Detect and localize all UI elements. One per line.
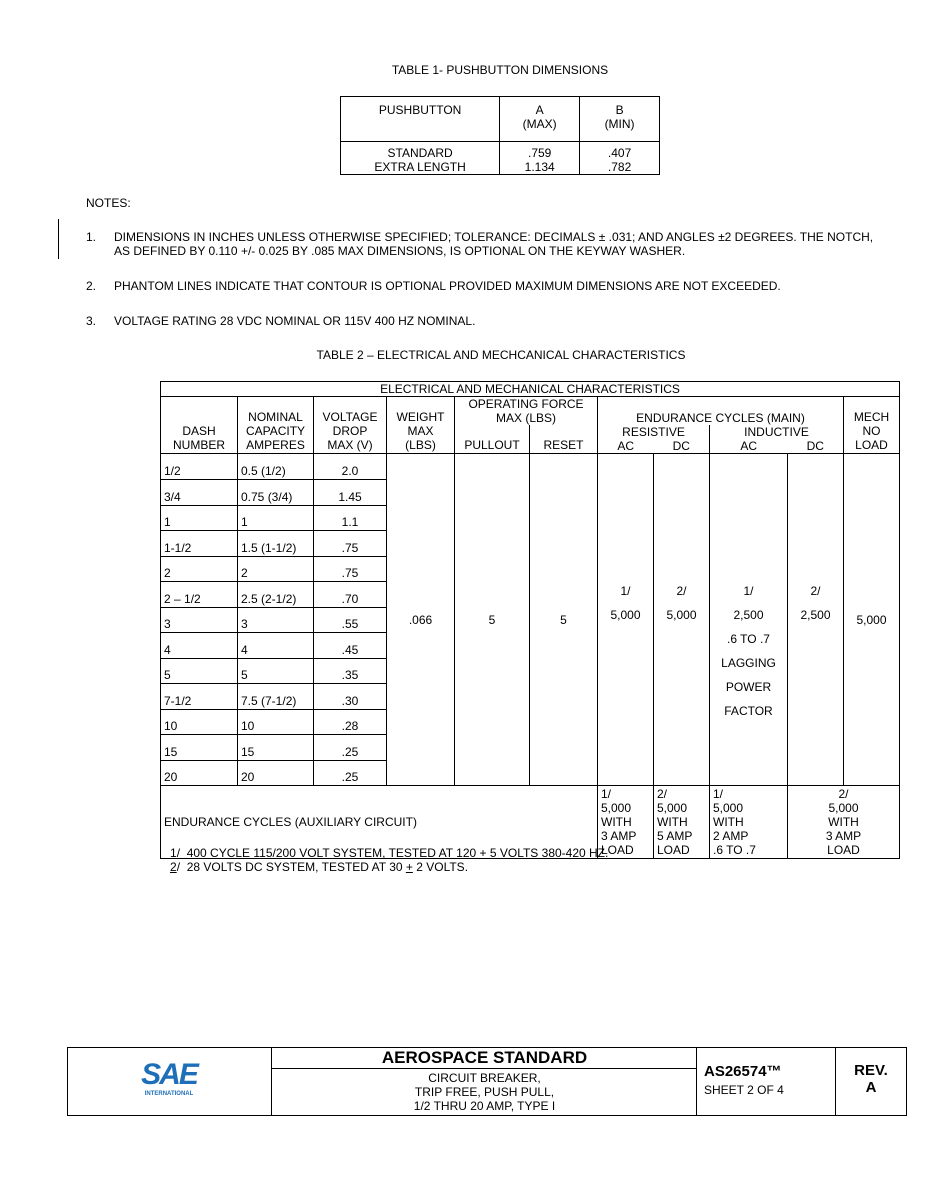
note-2: 2. PHANTOM LINES INDICATE THAT CONTOUR IS OPTIONAL PROVIDED MAXIMUM DIMENSIONS ARE NOT EXCEEDED. bbox=[86, 279, 781, 293]
table2-title: TABLE 2 – ELECTRICAL AND MECHCANICAL CHARACTERISTICS bbox=[316, 348, 686, 362]
pushbutton-dimensions-table bbox=[340, 96, 660, 175]
note-1: 1. DIMENSIONS IN INCHES UNLESS OTHERWISE SPECIFIED; TOLERANCE: DECIMALS ± .031; AND ANGLES ±2 DEGREES. THE NOTCH, AS DEFINED BY 0.110 +/- 0.025 BY .085 MAX DIMENSIONS, IS OPTIONAL ON THE KEYWAY WASHER. bbox=[86, 230, 874, 258]
table-row: 15 15 .25 bbox=[161, 735, 900, 761]
note-3: 3. VOLTAGE RATING 28 VDC NOMINAL OR 115V 400 HZ NOMINAL. bbox=[86, 314, 476, 328]
table-row: 1 1 1.1 bbox=[161, 505, 900, 531]
hdr-endurance-main: ENDURANCE CYCLES (MAIN) bbox=[598, 397, 844, 426]
notes-heading: NOTES: bbox=[86, 196, 131, 210]
logo-cell bbox=[68, 1048, 271, 1115]
hdr-mech-no-load: MECH NO LOAD bbox=[844, 397, 900, 454]
table-row: 3 3 .55 bbox=[161, 607, 900, 633]
col-b: B (MIN) bbox=[580, 97, 660, 142]
revision-value: A bbox=[865, 1079, 877, 1096]
hdr-res-ac: AC bbox=[598, 439, 654, 454]
hdr-pullout: PULLOUT bbox=[455, 425, 530, 454]
table-row: 10 10 .28 bbox=[161, 709, 900, 735]
sae-logo-subtext: INTERNATIONAL bbox=[144, 1091, 194, 1097]
hdr-operating-force: OPERATING FORCE MAX (LBS) bbox=[455, 397, 598, 426]
title-block bbox=[67, 1047, 907, 1116]
footnote-1: 1/ 400 CYCLE 115/200 VOLT SYSTEM, TESTED AT 120 + 5 VOLTS 380-420 HZ. bbox=[170, 846, 609, 860]
ind-ac-value: 1/ 2,500 .6 TO .7 LAGGING POWER FACTOR bbox=[710, 454, 788, 786]
pullout-value: 5 bbox=[455, 454, 530, 786]
table-row: 1/2 0.5 (1/2) 2.0 .066 5 5 1/ 5,000 2/ 5,000 1/ 2,500 .6 TO .7 LAGGING POWER FACTOR 2/ 2,500 5,000 bbox=[161, 454, 900, 480]
standard-heading: AEROSPACE STANDARD bbox=[272, 1048, 697, 1069]
table-row: 1-1/2 1.5 (1-1/2) .75 bbox=[161, 531, 900, 557]
revision-cell bbox=[835, 1048, 906, 1115]
table-row: 7-1/2 7.5 (7-1/2) .30 bbox=[161, 684, 900, 710]
table2-banner: ELECTRICAL AND MECHANICAL CHARACTERISTICS bbox=[161, 382, 900, 397]
col-pushbutton: PUSHBUTTON bbox=[341, 97, 500, 142]
table-row: 4 4 .45 bbox=[161, 633, 900, 659]
hdr-reset: RESET bbox=[530, 425, 598, 454]
footnote-2: 2/ 28 VOLTS DC SYSTEM, TESTED AT 30 + 2 VOLTS. bbox=[170, 860, 469, 874]
hdr-dash: DASH NUMBER bbox=[161, 397, 238, 454]
res-dc-value: 2/ 5,000 bbox=[654, 454, 710, 786]
revision-label: REV. bbox=[854, 1062, 888, 1079]
res-ac-value: 1/ 5,000 bbox=[598, 454, 654, 786]
hdr-res-dc: DC bbox=[654, 439, 710, 454]
reset-value: 5 bbox=[530, 454, 598, 786]
hdr-capacity: NOMINAL CAPACITY AMPERES bbox=[238, 397, 314, 454]
table1-title: TABLE 1- PUSHBUTTON DIMENSIONS bbox=[391, 63, 609, 77]
hdr-resistive: RESISTIVE bbox=[598, 425, 710, 439]
aux-ind-ac: 1/ 5,000 WITH 2 AMP .6 TO .7 bbox=[710, 786, 788, 859]
table-row: 3/4 0.75 (3/4) 1.45 bbox=[161, 480, 900, 506]
a-values: .759 1.134 bbox=[500, 142, 580, 175]
col-a: A (MAX) bbox=[500, 97, 580, 142]
table2-footnotes bbox=[170, 846, 608, 874]
hdr-ind-ac: AC bbox=[710, 439, 788, 454]
aux-label: ENDURANCE CYCLES (AUXILIARY CIRCUIT) bbox=[161, 786, 598, 859]
hdr-voltage-drop: VOLTAGE DROP MAX (V) bbox=[314, 397, 387, 454]
document-number: AS26574™ bbox=[704, 1063, 782, 1080]
doc-number-cell bbox=[696, 1048, 836, 1115]
document-description: CIRCUIT BREAKER, TRIP FREE, PUSH PULL, 1/2 THRU 20 AMP, TYPE I bbox=[413, 1071, 556, 1113]
mech-value: 5,000 bbox=[844, 454, 900, 786]
table-row: 2 – 1/2 2.5 (2-1/2) .70 bbox=[161, 582, 900, 608]
ind-dc-value: 2/ 2,500 bbox=[788, 454, 844, 786]
hdr-weight: WEIGHT MAX (LBS) bbox=[387, 397, 455, 454]
sae-logo bbox=[136, 1060, 202, 1099]
electrical-characteristics-table bbox=[160, 381, 900, 859]
aux-res-dc: 2/ 5,000 WITH 5 AMP LOAD bbox=[654, 786, 710, 859]
title-cell bbox=[271, 1048, 697, 1115]
table-row: 5 5 .35 bbox=[161, 658, 900, 684]
table-row: 2 2 .75 bbox=[161, 556, 900, 582]
pushbutton-names: STANDARD EXTRA LENGTH bbox=[341, 142, 500, 175]
b-values: .407 .782 bbox=[580, 142, 660, 175]
aux-ind-dc: 2/ 5,000 WITH 3 AMP LOAD bbox=[788, 786, 900, 859]
sheet-number: SHEET 2 OF 4 bbox=[704, 1083, 784, 1097]
hdr-ind-dc: DC bbox=[788, 439, 844, 454]
sae-logo-text: SAE bbox=[141, 1058, 197, 1091]
table-row: 20 20 .25 bbox=[161, 760, 900, 786]
weight-value: .066 bbox=[387, 454, 455, 786]
hdr-inductive: INDUCTIVE bbox=[710, 425, 844, 439]
aux-res-ac: 1/ 5,000 WITH 3 AMP LOAD bbox=[598, 786, 654, 859]
